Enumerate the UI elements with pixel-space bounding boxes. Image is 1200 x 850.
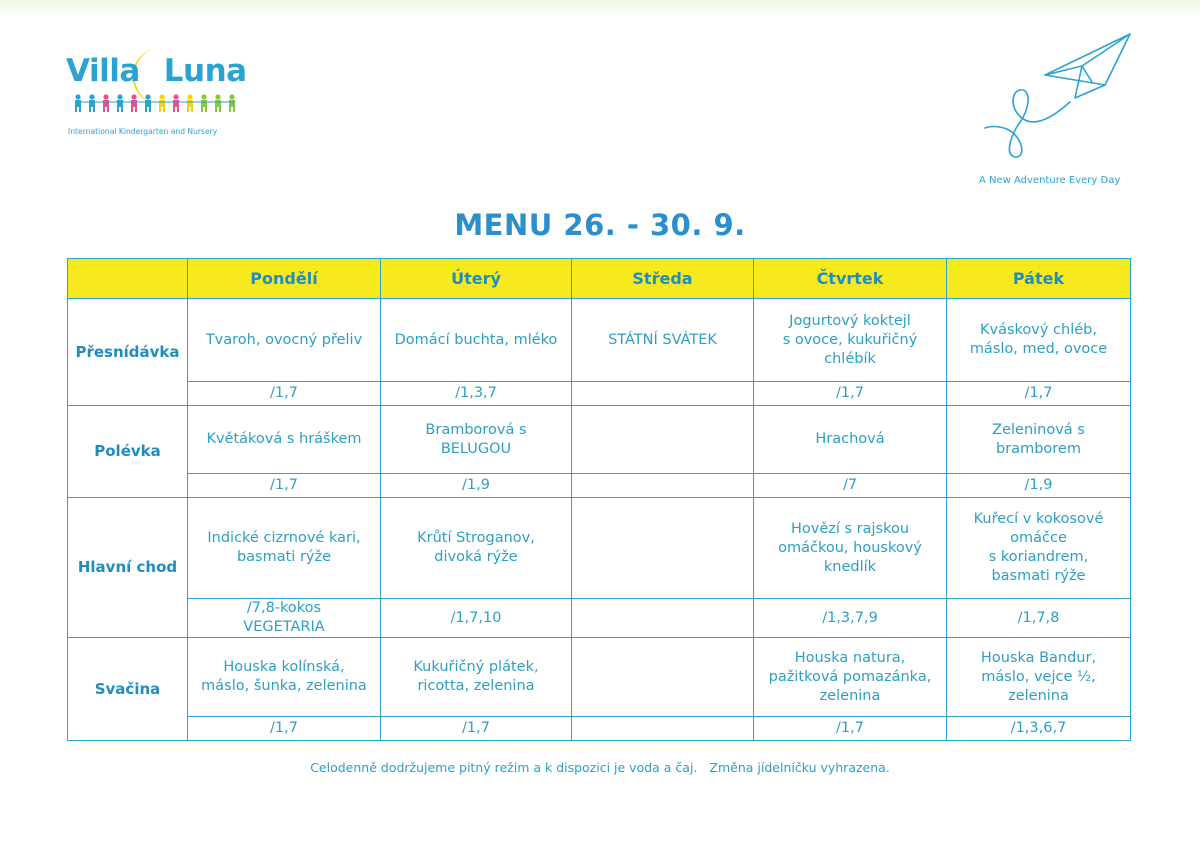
allergen-row [68,717,1131,741]
allergen-line: /1,7 [836,385,864,401]
dish-cell [754,299,947,382]
logo-wordmark [66,53,247,89]
allergen-cell [381,717,572,741]
dish-cell [188,406,381,474]
footer-drinking-note: Celodenně dodržujeme pitný režim a k dispozici je voda a čaj. [310,760,698,775]
dish-line: zelenina [1008,687,1069,704]
dish-cell [381,638,572,717]
dish-cell [754,406,947,474]
dish-cell [754,498,947,599]
dish-line: máslo, med, ovoce [969,341,1108,357]
dish-line: ricotta, zelenina [417,678,535,694]
allergen-cell [188,474,381,498]
dish-cell [572,498,754,599]
dish-line: BELUGOU [440,440,512,457]
allergen-cell [754,382,947,406]
footer-change-note: Změna jídelníčku vyhrazena. [709,760,890,775]
allergen-cell [947,717,1131,741]
dish-line: Zeleninová s [992,421,1085,438]
children-row-icon [72,94,242,112]
logo-word-villa: Villa [66,53,140,89]
dish-row [68,498,1131,599]
dish-line: s koriandrem, [988,549,1089,565]
allergen-line: /1,9 [462,477,490,493]
allergen-row [68,599,1131,638]
dish-line: Kváskový chléb, [980,322,1097,338]
allergen-cell [381,474,572,498]
allergen-cell [572,599,754,638]
dish-line: Bramborová s [425,421,527,438]
allergen-line: /1,3,7,9 [822,609,878,626]
header-row [68,259,1131,299]
meal-label: Přesnídávka [68,299,188,406]
dish-line: zelenina [819,687,881,704]
dish-line: Hrachová [815,431,885,447]
logo-subtitle: International Kindergarten and Nursery [68,127,218,136]
dish-cell [947,638,1131,717]
dish-line: máslo, šunka, zelenina [201,678,367,694]
dish-line: omáčkou, houskový [778,539,922,556]
menu-body [68,299,1131,741]
allergen-line: /7 [842,477,858,493]
allergen-line: /1,7,10 [450,609,502,626]
dish-cell [947,498,1131,599]
dish-line: chlébík [824,350,876,367]
dish-line: bramborem [996,440,1081,457]
allergen-cell [572,382,754,406]
allergen-cell [754,717,947,741]
dish-line: Kuřecí v kokosové [973,511,1104,527]
day-header: Pondělí [188,259,381,299]
footer-note [0,760,1200,775]
allergen-cell [754,599,947,638]
dish-cell [188,638,381,717]
allergen-row [68,474,1131,498]
meal-label: Hlavní chod [68,498,188,638]
page-title: MENU 26. - 30. 9. [454,208,746,242]
allergen-line: /1,3,6,7 [1010,720,1067,736]
allergen-line: /1,9 [1024,477,1053,493]
dish-line: Jogurtový koktejl [789,312,911,329]
corner-cell [68,259,188,299]
dish-line: knedlík [823,558,877,575]
paper-plane-icon [980,30,1140,160]
tagline: A New Adventure Every Day [979,175,1121,186]
dish-line: omáčce [1010,530,1067,546]
allergen-line: /7,8-kokos [246,600,322,616]
allergen-line: /1,7 [270,385,298,401]
dish-cell [947,299,1131,382]
dish-row [68,406,1131,474]
allergen-line: /1,7,8 [1017,609,1060,626]
allergen-cell [947,474,1131,498]
dish-cell [188,498,381,599]
allergen-cell [754,474,947,498]
dish-line: Krůtí Stroganov, [417,530,535,546]
dish-line: STÁTNÍ SVÁTEK [608,331,717,348]
day-header: Úterý [381,259,572,299]
dish-line: basmati rýže [991,568,1086,584]
day-header: Čtvrtek [754,259,947,299]
dish-line: Kukuřičný plátek, [413,659,539,675]
dish-cell [572,406,754,474]
dish-cell [381,299,572,382]
dish-cell [188,299,381,382]
allergen-row [68,382,1131,406]
dish-line: Tvaroh, ovocný přeliv [205,331,363,348]
dish-cell [947,406,1131,474]
day-header: Pátek [947,259,1131,299]
allergen-cell [572,717,754,741]
dish-line: Houska natura, [794,649,906,666]
allergen-line: /1,7 [462,720,490,736]
menu-table [67,258,1131,741]
dish-line: s ovoce, kukuřičný [782,331,918,348]
dish-line: Hovězí s rajskou [790,520,910,537]
allergen-cell [188,717,381,741]
allergen-line: /1,3,7 [455,385,497,401]
dish-line: Květáková s hráškem [206,431,362,447]
dish-line: Indické cizrnové kari, [207,530,361,546]
dish-line: basmati rýže [236,549,332,565]
dish-row [68,299,1131,382]
dish-cell [381,498,572,599]
allergen-cell [188,599,381,638]
dish-cell [572,299,754,382]
day-header: Středa [572,259,754,299]
scan-top-edge [0,0,1200,18]
allergen-cell [381,382,572,406]
allergen-line: /1,7 [1024,385,1053,401]
allergen-line: /1,7 [270,720,298,736]
allergen-cell [381,599,572,638]
allergen-cell [188,382,381,406]
dish-line: Houska kolínská, [223,659,345,675]
dish-cell [572,638,754,717]
meal-label: Polévka [68,406,188,498]
logo-word-luna: Luna [163,53,247,89]
dish-line: Houska Bandur, [980,649,1097,666]
allergen-line: /1,7 [270,477,298,493]
dish-line: Domácí buchta, mléko [394,331,558,348]
dish-row [68,638,1131,717]
allergen-line: VEGETARIA [243,619,325,635]
allergen-cell [572,474,754,498]
meal-label: Svačina [68,638,188,741]
dish-line: máslo, vejce ½, [981,668,1096,685]
dish-line: divoká rýže [434,549,518,565]
allergen-cell [947,382,1131,406]
allergen-cell [947,599,1131,638]
dish-cell [381,406,572,474]
villa-luna-logo [66,45,266,140]
dish-cell [754,638,947,717]
dish-line: pažitková pomazánka, [768,668,932,685]
allergen-line: /1,7 [836,720,864,736]
